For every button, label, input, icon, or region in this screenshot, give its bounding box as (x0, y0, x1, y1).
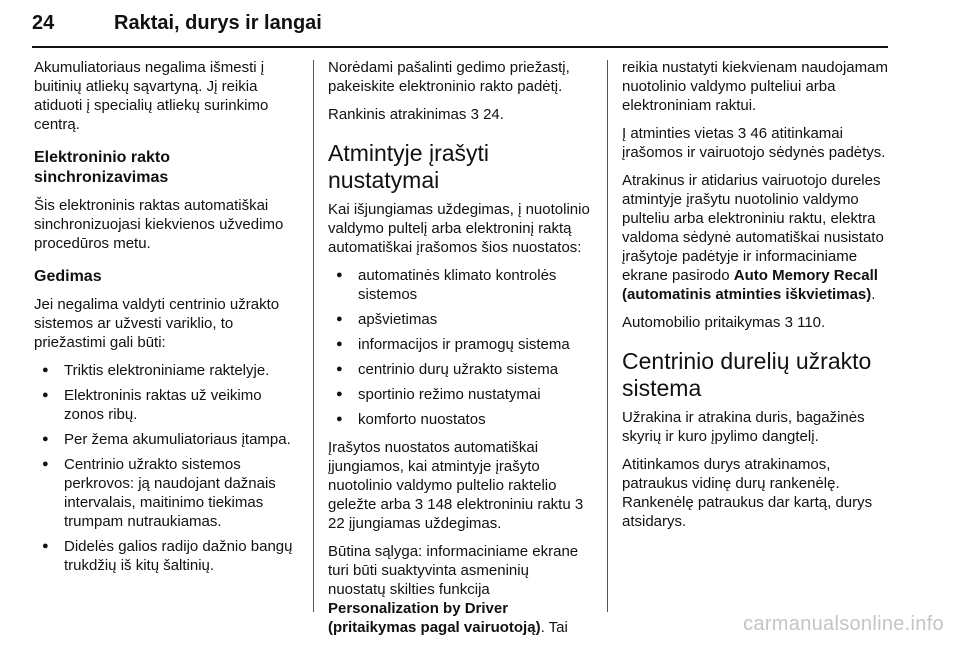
paragraph (328, 542, 590, 637)
paragraph: reikia nustatyti kiekvienam naudojamam nuotolinio valdymo pulteliui arba elektroniniam raktui. (622, 59, 888, 114)
paragraph (328, 438, 590, 533)
column-divider (607, 60, 608, 612)
page-ref-icon: 3 (574, 496, 584, 513)
page-ref-icon: 3 (414, 496, 424, 513)
paragraph: Akumuliatoriaus negalima išmesti į buitinių atliekų sąvartyną. Jį reikia atiduoti į specialių atliekų surinkimo centrą. (34, 59, 269, 133)
text: Būtina sąlyga: informaciniame ekrane turi būti suaktyvinta asmeninių nuostatų skilties funkcija (328, 543, 579, 598)
column-middle (328, 58, 590, 646)
text: įrašomos ir vairuotojo sėdynės padėtys. (622, 144, 886, 161)
list-item: ● Elektroninis raktas už veikimo zonos ribų. (34, 386, 296, 424)
paragraph: Atitinkamos durys atrakinamos, patraukus vidinę durų rankenėlę. Rankenėlę patraukus dar kartą, durys atsidarys. (622, 456, 873, 530)
text: Atrakinus ir atidarius vairuotojo dureles atmintyje įrašytu nuotolinio valdymo pulteliu arba elektroniniu raktu, elektra valdoma sėdynė automatiškai nusistato įrašytoje padėtyje ir informaciniame ekrane pasirodo (622, 172, 884, 284)
text: . Tai (540, 619, 568, 636)
page-ref-link[interactable]: 46 atitinkamai (750, 125, 843, 142)
list-item: ● automatinės klimato kontrolės sistemos (328, 266, 590, 304)
paragraph (328, 105, 590, 124)
text: Į atminties vietas (622, 125, 734, 142)
list-item: ● sportinio režimo nustatymai (328, 385, 590, 404)
list-item: ● Centrinio užrakto sistemos perkrovos: ją naudojant dažnais intervalais, maitinimo tiekimas trumpam nutraukiamas. (34, 455, 296, 531)
paragraph (622, 171, 892, 304)
list-item: ● Triktis elektroniniame raktelyje. (34, 361, 296, 380)
page-ref-link[interactable]: 148 elektroniniu raktu (427, 496, 571, 513)
section-heading: Gedimas (34, 268, 102, 285)
page-title: Raktai, durys ir langai (114, 12, 322, 34)
page-ref-link[interactable]: 24. (483, 106, 504, 123)
bullet-list (328, 266, 590, 429)
paragraph: Norėdami pašalinti gedimo priežastį, pakeiskite elektroninio rakto padėtį. (328, 59, 570, 95)
column-right (622, 58, 892, 540)
page-header (32, 10, 888, 48)
watermark: carmanualsonline.info (743, 613, 944, 635)
page-number: 24 (32, 12, 55, 34)
menu-term: Auto Memory Recall (automatinis atminties iškvietimas) (622, 267, 878, 303)
text: . (871, 286, 876, 303)
section-heading: Centrinio durelių užrakto sistema (622, 348, 872, 401)
paragraph: Šis elektroninis raktas automatiškai sinchronizuojasi kiekvienos užvedimo procedūros metu. (34, 197, 284, 252)
list-item: ● komforto nuostatos (328, 410, 590, 429)
text: Įrašytos nuostatos automatiškai įjungiamos, kai atmintyje įrašyto nuotolinio valdymo pultelio raktelio geležte arba (328, 439, 557, 513)
list-item: ● Per žema akumuliatoriaus įtampa. (34, 430, 296, 449)
page-ref-icon: 3 (470, 106, 479, 123)
page-ref-icon: 3 (737, 125, 747, 142)
paragraph (622, 124, 892, 162)
column-divider (313, 60, 314, 612)
paragraph (622, 313, 892, 332)
list-item: ● apšvietimas (328, 310, 590, 329)
bullet-list (34, 361, 296, 575)
list-item: ● centrinio durų užrakto sistema (328, 360, 590, 379)
column-left (34, 58, 296, 584)
page-ref-icon: 3 (784, 314, 793, 331)
list-item: ● Didelės galios radijo dažnio bangų trukdžių iš kitų šaltinių. (34, 537, 296, 575)
paragraph: Jei negalima valdyti centrinio užrakto sistemos ar užvesti variklio, to priežastimi gali būti: (34, 296, 280, 351)
text: Rankinis atrakinimas (328, 106, 467, 123)
page-ref-link[interactable]: 110. (797, 314, 826, 331)
list-item: ● informacijos ir pramogų sistema (328, 335, 590, 354)
paragraph: Kai išjungiamas uždegimas, į nuotolinio valdymo pultelį arba elektroninį raktą automatiškai įrašomos šios nuostatos: (328, 201, 590, 256)
menu-term: Personalization by Driver (pritaikymas pagal vairuotoją) (328, 600, 541, 636)
section-heading: Atmintyje įrašyti nustatymai (328, 140, 490, 193)
text: Automobilio pritaikymas (622, 314, 781, 331)
paragraph: Užrakina ir atrakina duris, bagažinės skyrių ir kuro įpylimo dangtelį. (622, 409, 865, 445)
section-heading: Elektroninio rakto sinchronizavimas (34, 149, 171, 186)
page-ref-link[interactable]: 22 įjungiamas uždegimas. (328, 515, 502, 532)
